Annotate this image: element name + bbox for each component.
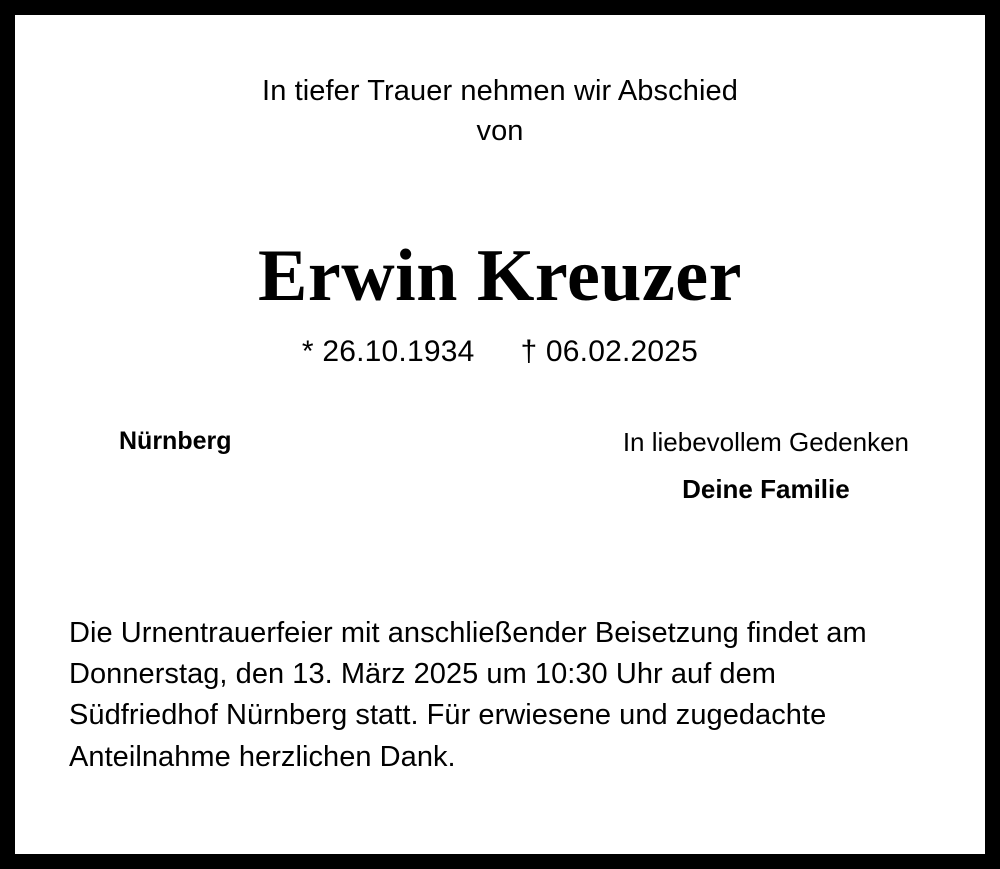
intro-text <box>63 71 937 151</box>
memory-line: In liebevollem Gedenken <box>622 427 909 458</box>
memory-block <box>623 425 937 505</box>
ceremony-details: Die Urnentrauerfeier mit anschließender Beisetzung findet am Donnerstag, den 13. März 2025 um 10:30 Uhr auf dem Südfriedhof Nürnberg statt. Für erwiesene und zugedachte Anteilnahme herzlichen Dank. <box>69 617 867 773</box>
city-label: Nürnberg <box>119 427 232 456</box>
intro-line-1: In tiefer Trauer nehmen wir Abschied <box>262 75 738 107</box>
family-signature: Deine Familie <box>682 474 850 505</box>
deceased-block <box>63 235 937 369</box>
obituary-inner-frame <box>12 12 988 857</box>
intro-line-2: von <box>476 115 524 148</box>
birth-date: * 26.10.1934 <box>301 335 475 369</box>
life-dates <box>63 335 937 369</box>
deceased-name: Erwin Kreuzer <box>258 235 742 318</box>
middle-block <box>63 425 937 505</box>
death-date: † 06.02.2025 <box>520 335 699 369</box>
